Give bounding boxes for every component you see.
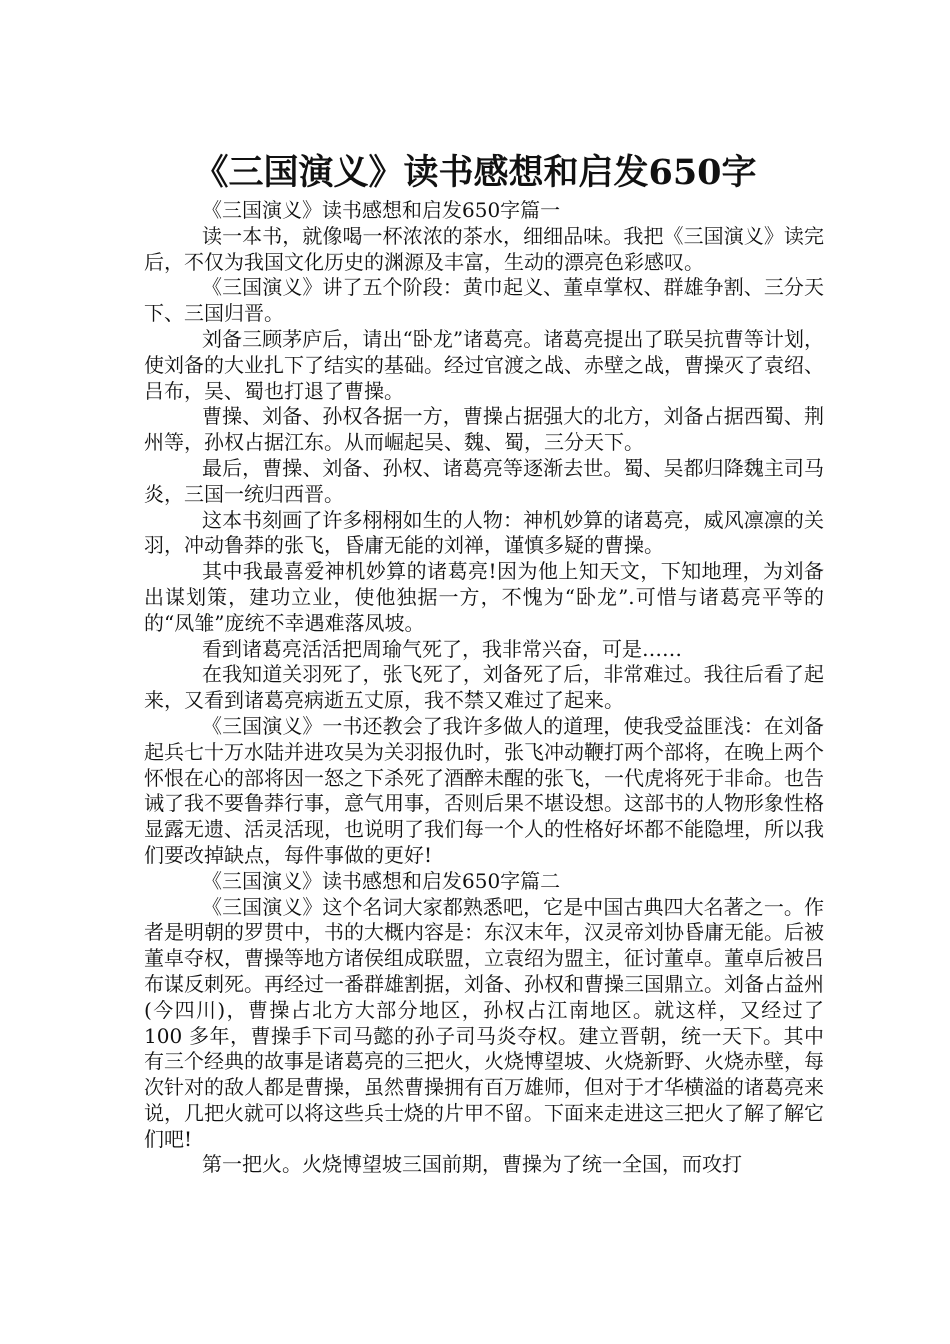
paragraph: 刘备三顾茅庐后，请出“卧龙”诸葛亮。诸葛亮提出了联吴抗曹等计划，使刘备的大业扎下了结实的基础。经过官渡之战、赤壁之战，曹操灭了袁绍、吕布，吴、蜀也打退了曹操。 [144, 326, 824, 403]
paragraph: 读一本书，就像喝一杯浓浓的茶水，细细品味。我把《三国演义》读完后，不仅为我国文化历史的渊源及丰富，生动的漂亮色彩感叹。 [144, 223, 824, 274]
paragraph: 最后，曹操、刘备、孙权、诸葛亮等逐渐去世。蜀、吴都归降魏主司马炎，三国一统归西晋。 [144, 455, 824, 506]
paragraph: 看到诸葛亮活活把周瑜气死了，我非常兴奋，可是…… [202, 636, 682, 661]
section-heading-2: 《三国演义》读书感想和启发650字篇二 [202, 868, 561, 893]
paragraph: 《三国演义》一书还教会了我许多做人的道理，使我受益匪浅：在刘备起兵七十万水陆并进攻吴为关羽报仇时，张飞冲动鞭打两个部将，在晚上两个怀恨在心的部将因一怒之下杀死了酒醉未醒的张飞，一代虎将死于非命。也告诫了我不要鲁莽行事，意气用事，否则后果不堪设想。这部书的人物形象性格显露无遗、活灵活现，也说明了我们每一个人的性格好坏都不能隐埋，所以我们要改掉缺点，每件事做的更好! [144, 713, 824, 867]
paragraph: 这本书刻画了许多栩栩如生的人物：神机妙算的诸葛亮，威风凛凛的关羽，冲动鲁莽的张飞，昏庸无能的刘禅，谨慎多疑的曹操。 [144, 507, 824, 558]
document-body [144, 198, 824, 1178]
paragraph: 《三国演义》讲了五个阶段：黄巾起义、董卓掌权、群雄争割、三分天下、三国归晋。 [144, 275, 824, 326]
paragraph: 其中我最喜爱神机妙算的诸葛亮!因为他上知天文，下知地理，为刘备出谋划策，建功立业，使他独据一方，不愧为“卧龙”.可惜与诸葛亮平等的的“凤雏”庞统不幸遇难落凤坡。 [144, 559, 824, 635]
paragraph: 曹操、刘备、孙权各据一方，曹操占据强大的北方，刘备占据西蜀、荆州等，孙权占据江东。从而崛起吴、魏、蜀，三分天下。 [144, 404, 824, 455]
section-heading-1: 《三国演义》读书感想和启发650字篇一 [202, 198, 561, 222]
paragraph: 第一把火。火烧博望坡三国前期，曹操为了统一全国，而攻打 [202, 1152, 742, 1177]
document-title: 《三国演义》读书感想和启发650字 [193, 152, 757, 194]
paragraph: 在我知道关羽死了，张飞死了，刘备死了后，非常难过。我往后看了起来，又看到诸葛亮病逝五丈原，我不禁又难过了起来。 [144, 662, 824, 713]
paragraph: 《三国演义》这个名词大家都熟悉吧，它是中国古典四大名著之一。作者是明朝的罗贯中，书的大概内容是：东汉末年，汉灵帝刘协昏庸无能。后被董卓夺权，曹操等地方诸侯组成联盟，立袁绍为盟主，征讨董卓。董卓后被吕布谋反刺死。再经过一番群雄割据，刘备、孙权和曹操三国鼎立。刘备占益州(今四川)，曹操占北方大部分地区，孙权占江南地区。就这样，又经过了 100 多年，曹操手下司马懿的孙子司马炎夺权。建立晋朝，统一天下。其中有三个经典的故事是诸葛亮的三把火，火烧博望坡、火烧新野、火烧赤壁，每次针对的敌人都是曹操，虽然曹操拥有百万雄师，但对于才华横溢的诸葛亮来说，几把火就可以将这些兵士烧的片甲不留。下面来走进这三把火了解了解它们吧! [144, 894, 824, 1151]
